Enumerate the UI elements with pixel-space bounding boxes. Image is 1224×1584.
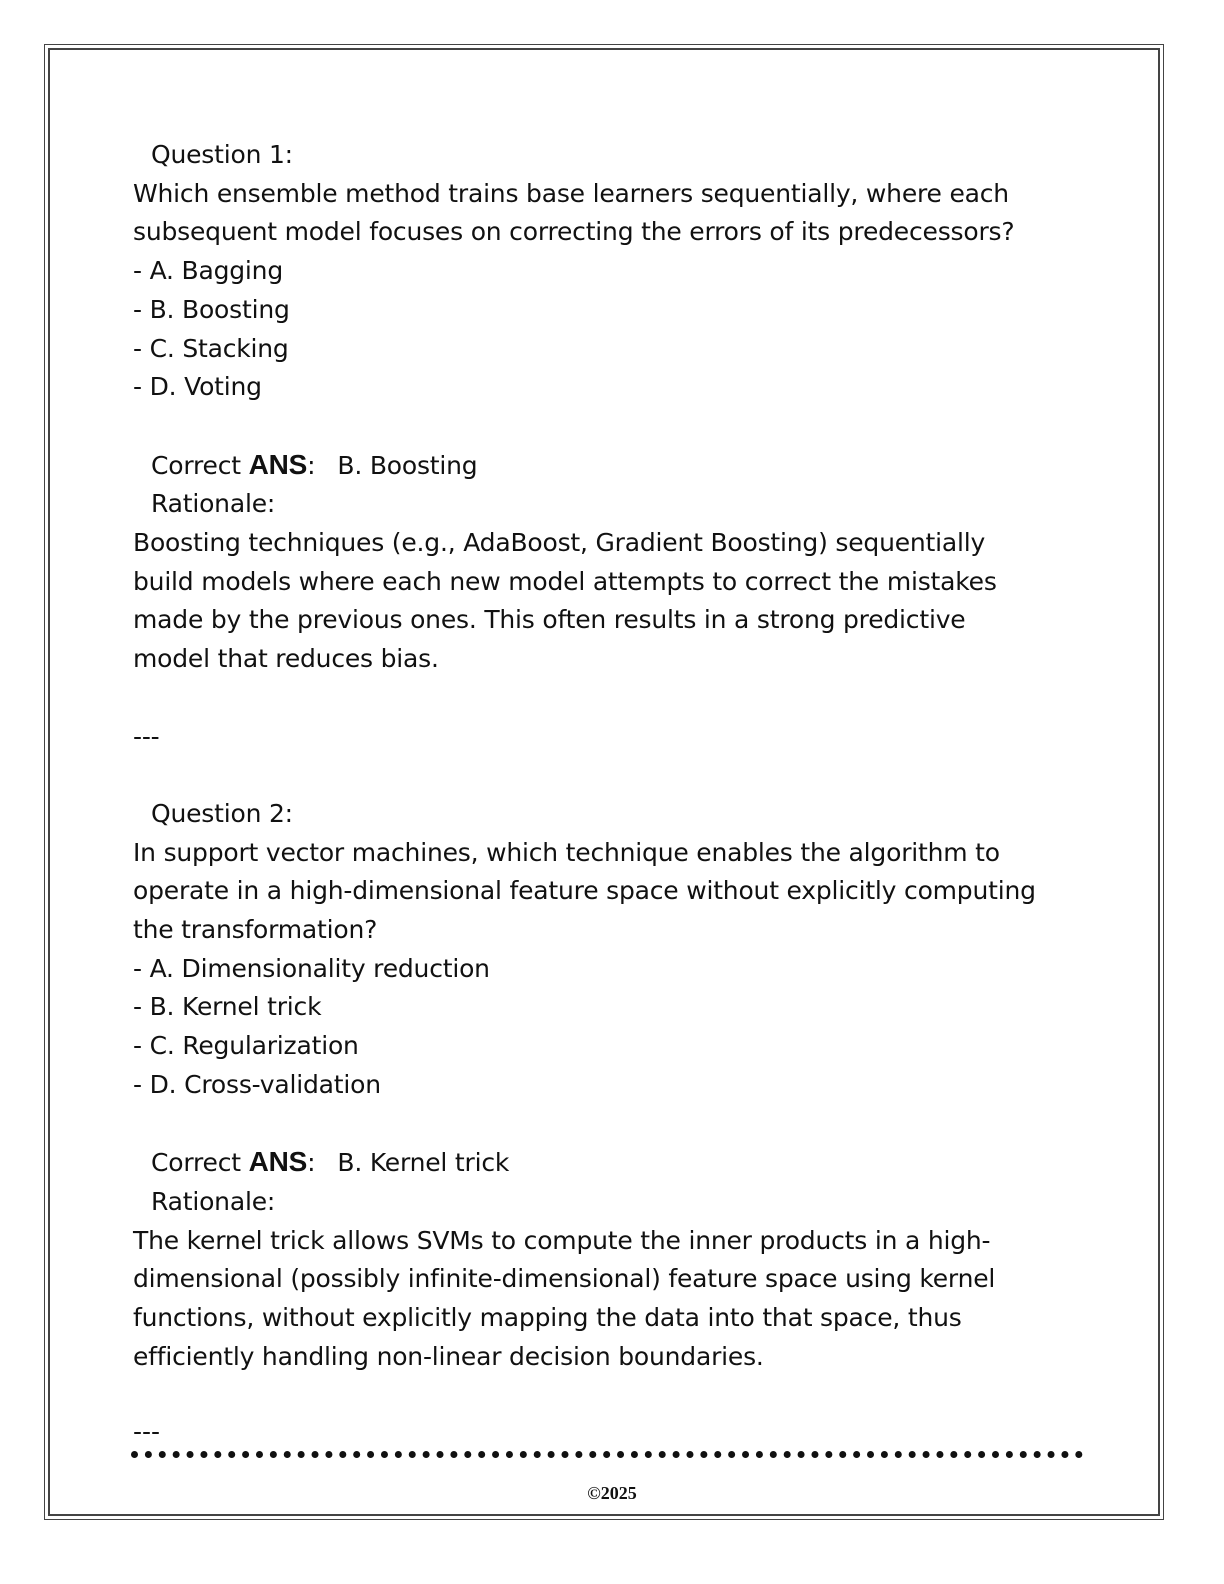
question-1 [133,136,1093,795]
answer-option-a: - A. Dimensionality reduction [133,953,490,983]
correct-answer: B. Kernel trick [337,1148,510,1178]
rationale-line: made by the previous ones. This often results in a strong predictive [133,605,966,635]
rationale-line: functions, without explicitly mapping the data into that space, thus [133,1303,962,1333]
answer-option-c: - C. Stacking [133,333,289,363]
section-separator: --- [133,1417,161,1446]
answer-option-d: - D. Cross-validation [133,1069,381,1099]
correct-answer-line [133,1143,1093,1183]
rationale-line: build models where each new model attempts to correct the mistakes [133,566,997,596]
question-prompt-line: In support vector machines, which technique enables the algorithm to [133,837,1000,867]
correct-answer: B. Boosting [337,450,478,480]
question-heading: Question 1: [151,140,293,169]
copyright-footer: ©2025 [587,1483,637,1503]
answer-option-b: - B. Kernel trick [133,992,322,1022]
answer-option-a: - A. Bagging [133,256,283,286]
footer-dotted-rule [131,1451,1083,1458]
question-content [133,136,1093,1376]
question-2 [133,795,1093,1377]
question-prompt-line: the transformation? [133,915,378,945]
rationale-line: The kernel trick allows SVMs to compute the inner products in a high- [133,1225,991,1255]
ans-label: ANS [248,1146,308,1178]
ans-colon: : [307,1148,316,1178]
rationale-heading: Rationale: [151,1186,276,1216]
section-separator: --- [133,721,160,751]
answer-option-d: - D. Voting [133,372,262,402]
correct-label: Correct [151,450,249,480]
rationale-line: Boosting techniques (e.g., AdaBoost, Gradient Boosting) sequentially [133,528,986,558]
rationale-line: model that reduces bias. [133,644,439,674]
answer-option-c: - C. Regularization [133,1031,359,1061]
question-heading: Question 2: [151,798,293,828]
ans-colon: : [307,450,316,480]
ans-label: ANS [248,448,308,480]
rationale-line: dimensional (possibly infinite-dimensional) feature space using kernel [133,1264,996,1294]
correct-label: Correct [151,1148,249,1178]
correct-answer-line [133,446,1093,486]
question-prompt-line: Which ensemble method trains base learners sequentially, where each [133,178,1009,208]
question-prompt-line: subsequent model focuses on correcting the errors of its predecessors? [133,217,1015,247]
rationale-heading: Rationale: [151,489,276,519]
answer-option-b: - B. Boosting [133,294,290,324]
rationale-line: efficiently handling non-linear decision boundaries. [133,1341,764,1371]
question-prompt-line: operate in a high-dimensional feature space without explicitly computing [133,876,1036,906]
